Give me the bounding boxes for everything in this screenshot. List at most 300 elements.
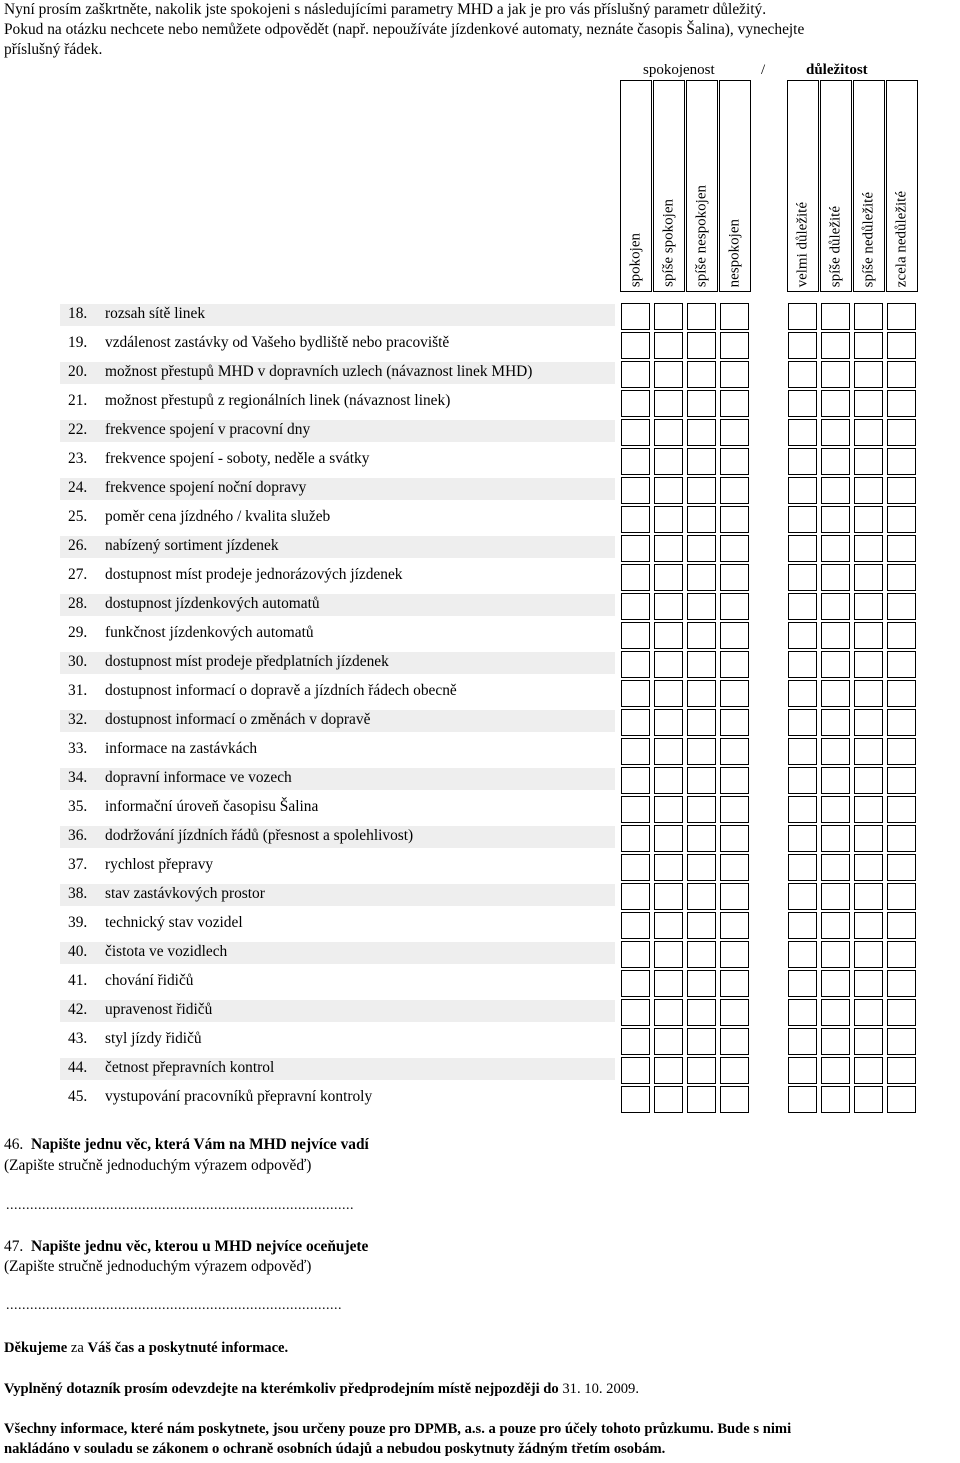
rating-checkbox[interactable]: [788, 564, 817, 591]
rating-checkbox[interactable]: [788, 1086, 817, 1113]
rating-checkbox[interactable]: [854, 448, 883, 475]
rating-checkbox[interactable]: [720, 303, 749, 330]
rating-checkbox[interactable]: [621, 448, 650, 475]
question-row: [60, 478, 615, 500]
rating-checkbox[interactable]: [821, 332, 850, 359]
rating-checkbox[interactable]: [654, 593, 683, 620]
rating-checkbox[interactable]: [621, 419, 650, 446]
question-row: [60, 681, 615, 703]
rating-checkbox[interactable]: [821, 941, 850, 968]
rating-checkbox[interactable]: [887, 941, 916, 968]
rating-checkbox[interactable]: [720, 767, 749, 794]
rating-checkbox[interactable]: [821, 419, 850, 446]
rating-checkbox[interactable]: [687, 506, 716, 533]
rating-checkbox[interactable]: [720, 912, 749, 939]
rating-checkbox[interactable]: [654, 303, 683, 330]
rating-checkbox[interactable]: [821, 680, 850, 707]
question-text: Napište jednu věc, kterou u MHD nejvíce oceňujete: [30, 1238, 369, 1255]
rating-checkbox[interactable]: [854, 970, 883, 997]
rating-checkbox[interactable]: [821, 796, 850, 823]
row-label: technický stav vozidel: [105, 914, 243, 931]
row-number: 28.: [68, 595, 88, 612]
rating-checkbox[interactable]: [854, 506, 883, 533]
rating-checkbox[interactable]: [654, 651, 683, 678]
rating-checkbox[interactable]: [687, 477, 716, 504]
question-row: [60, 304, 615, 326]
row-number: 19.: [68, 334, 88, 351]
rating-checkbox[interactable]: [821, 506, 850, 533]
rating-checkbox[interactable]: [788, 1028, 817, 1055]
row-number: 43.: [68, 1030, 88, 1047]
rating-checkbox[interactable]: [720, 1057, 749, 1084]
rating-checkbox[interactable]: [788, 738, 817, 765]
rating-checkbox[interactable]: [788, 535, 817, 562]
rating-checkbox[interactable]: [720, 419, 749, 446]
rating-checkbox[interactable]: [654, 506, 683, 533]
rating-checkbox[interactable]: [687, 651, 716, 678]
question-row: [60, 971, 615, 993]
rating-checkbox[interactable]: [887, 825, 916, 852]
rating-checkbox[interactable]: [621, 854, 650, 881]
answer-46-field[interactable]: .......................................................................................: [6, 1198, 354, 1213]
rating-checkbox[interactable]: [687, 883, 716, 910]
rating-checkbox[interactable]: [720, 448, 749, 475]
question-row: [60, 362, 615, 384]
privacy-line-1: Všechny informace, které nám poskytnete, jsou určeny pouze pro DPMB, a.s. a pouze pro účely tohoto průzkumu. Bude s nimi: [4, 1421, 792, 1437]
rating-checkbox[interactable]: [854, 796, 883, 823]
intro-line: Pokud na otázku nechcete nebo nemůžete odpovědět (např. nepoužíváte jízdenkové automaty, neznáte časopis Šalina), vynechejte: [4, 21, 805, 38]
rating-checkbox[interactable]: [621, 535, 650, 562]
rating-checkbox[interactable]: [621, 941, 650, 968]
column-header-label: zcela nedůležité: [893, 190, 910, 287]
rating-checkbox[interactable]: [654, 854, 683, 881]
row-label: dostupnost informací o dopravě a jízdních řádech obecně: [105, 682, 457, 699]
rating-checkbox[interactable]: [654, 332, 683, 359]
rating-checkbox[interactable]: [687, 854, 716, 881]
rating-checkbox[interactable]: [621, 796, 650, 823]
rating-checkbox[interactable]: [887, 564, 916, 591]
rating-checkbox[interactable]: [788, 332, 817, 359]
rating-checkbox[interactable]: [687, 390, 716, 417]
rating-checkbox[interactable]: [654, 680, 683, 707]
rating-checkbox[interactable]: [854, 390, 883, 417]
rating-checkbox[interactable]: [654, 883, 683, 910]
rating-checkbox[interactable]: [654, 941, 683, 968]
rating-checkbox[interactable]: [621, 622, 650, 649]
rating-checkbox[interactable]: [788, 622, 817, 649]
column-header-label: spíše nedůležité: [860, 191, 877, 287]
rating-checkbox[interactable]: [720, 535, 749, 562]
rating-checkbox[interactable]: [687, 332, 716, 359]
rating-checkbox[interactable]: [687, 1057, 716, 1084]
rating-checkbox[interactable]: [720, 738, 749, 765]
rating-checkbox[interactable]: [687, 593, 716, 620]
rating-checkbox[interactable]: [654, 448, 683, 475]
question-row: [60, 1029, 615, 1051]
rating-checkbox[interactable]: [854, 767, 883, 794]
rating-checkbox[interactable]: [654, 738, 683, 765]
rating-checkbox[interactable]: [854, 477, 883, 504]
thanks-word: Děkujeme: [4, 1340, 68, 1356]
rating-checkbox[interactable]: [887, 303, 916, 330]
rating-checkbox[interactable]: [654, 912, 683, 939]
rating-checkbox[interactable]: [621, 883, 650, 910]
rating-checkbox[interactable]: [821, 564, 850, 591]
rating-checkbox[interactable]: [720, 361, 749, 388]
rating-checkbox[interactable]: [720, 564, 749, 591]
row-number: 29.: [68, 624, 88, 641]
rating-checkbox[interactable]: [887, 999, 916, 1026]
rating-checkbox[interactable]: [720, 854, 749, 881]
rating-checkbox[interactable]: [788, 303, 817, 330]
row-number: 27.: [68, 566, 88, 583]
rating-checkbox[interactable]: [887, 738, 916, 765]
rating-checkbox[interactable]: [821, 1057, 850, 1084]
rating-checkbox[interactable]: [854, 361, 883, 388]
rating-checkbox[interactable]: [788, 593, 817, 620]
rating-checkbox[interactable]: [887, 883, 916, 910]
rating-checkbox[interactable]: [788, 1057, 817, 1084]
rating-checkbox[interactable]: [621, 390, 650, 417]
rating-checkbox[interactable]: [687, 1086, 716, 1113]
row-label: upravenost řidičů: [105, 1001, 213, 1018]
satisfaction-heading: spokojenost: [643, 62, 715, 78]
rating-checkbox[interactable]: [788, 941, 817, 968]
row-label: dopravní informace ve vozech: [105, 769, 292, 786]
answer-47-field[interactable]: ....................................................................................: [6, 1298, 342, 1313]
rating-checkbox[interactable]: [654, 1028, 683, 1055]
rating-checkbox[interactable]: [854, 825, 883, 852]
rating-checkbox[interactable]: [687, 419, 716, 446]
question-row: [60, 565, 615, 587]
rating-checkbox[interactable]: [687, 709, 716, 736]
rating-checkbox[interactable]: [854, 622, 883, 649]
rating-checkbox[interactable]: [621, 970, 650, 997]
rating-checkbox[interactable]: [654, 709, 683, 736]
rating-checkbox[interactable]: [821, 767, 850, 794]
rating-checkbox[interactable]: [854, 854, 883, 881]
rating-checkbox[interactable]: [854, 303, 883, 330]
rating-checkbox[interactable]: [621, 361, 650, 388]
rating-checkbox[interactable]: [687, 1028, 716, 1055]
rating-checkbox[interactable]: [788, 651, 817, 678]
privacy-line-2: nakládáno v souladu se zákonem o ochraně osobních údajů a nebudou poskytnuty žádným třetím osobám.: [4, 1441, 666, 1457]
question-row: [60, 536, 615, 558]
row-number: 22.: [68, 421, 88, 438]
rating-checkbox[interactable]: [887, 390, 916, 417]
rating-checkbox[interactable]: [887, 506, 916, 533]
rating-checkbox[interactable]: [687, 767, 716, 794]
rating-checkbox[interactable]: [720, 1086, 749, 1113]
rating-checkbox[interactable]: [788, 361, 817, 388]
rating-checkbox[interactable]: [788, 854, 817, 881]
rating-checkbox[interactable]: [821, 622, 850, 649]
rating-checkbox[interactable]: [854, 883, 883, 910]
rating-checkbox[interactable]: [854, 1057, 883, 1084]
rating-checkbox[interactable]: [887, 622, 916, 649]
rating-checkbox[interactable]: [621, 564, 650, 591]
thanks-text: [4, 1340, 288, 1357]
rating-checkbox[interactable]: [687, 796, 716, 823]
rating-checkbox[interactable]: [720, 651, 749, 678]
question-row: [60, 855, 615, 877]
rating-checkbox[interactable]: [720, 390, 749, 417]
rating-checkbox[interactable]: [887, 419, 916, 446]
rating-checkbox[interactable]: [821, 709, 850, 736]
row-label: dostupnost informací o změnách v dopravě: [105, 711, 371, 728]
row-label: dostupnost jízdenkových automatů: [105, 595, 320, 612]
rating-checkbox[interactable]: [720, 883, 749, 910]
rating-checkbox[interactable]: [887, 1028, 916, 1055]
row-label: rozsah sítě linek: [105, 305, 206, 322]
rating-checkbox[interactable]: [621, 709, 650, 736]
rating-checkbox[interactable]: [887, 680, 916, 707]
column-header-label: nespokojen: [726, 218, 743, 287]
rating-checkbox[interactable]: [687, 535, 716, 562]
rating-checkbox[interactable]: [788, 419, 817, 446]
rating-checkbox[interactable]: [687, 825, 716, 852]
importance-heading: důležitost: [806, 62, 868, 78]
rating-checkbox[interactable]: [687, 999, 716, 1026]
question-row: [60, 652, 615, 674]
rating-checkbox[interactable]: [720, 680, 749, 707]
rating-checkbox[interactable]: [887, 651, 916, 678]
rating-checkbox[interactable]: [687, 361, 716, 388]
row-number: 42.: [68, 1001, 88, 1018]
rating-checkbox[interactable]: [821, 390, 850, 417]
rating-checkbox[interactable]: [621, 999, 650, 1026]
rating-checkbox[interactable]: [821, 999, 850, 1026]
rating-checkbox[interactable]: [720, 332, 749, 359]
rating-checkbox[interactable]: [720, 506, 749, 533]
rating-checkbox[interactable]: [821, 361, 850, 388]
rating-checkbox[interactable]: [654, 477, 683, 504]
rating-checkbox[interactable]: [887, 361, 916, 388]
rating-checkbox[interactable]: [854, 332, 883, 359]
question-row: [60, 1087, 615, 1109]
rating-checkbox[interactable]: [720, 999, 749, 1026]
rating-checkbox[interactable]: [821, 738, 850, 765]
rating-checkbox[interactable]: [621, 912, 650, 939]
rating-checkbox[interactable]: [788, 883, 817, 910]
row-number: 20.: [68, 363, 88, 380]
rating-checkbox[interactable]: [687, 738, 716, 765]
rating-checkbox[interactable]: [687, 564, 716, 591]
rating-checkbox[interactable]: [654, 796, 683, 823]
rating-checkbox[interactable]: [687, 448, 716, 475]
rating-checkbox[interactable]: [621, 303, 650, 330]
rating-checkbox[interactable]: [887, 535, 916, 562]
row-number: 18.: [68, 305, 88, 322]
rating-checkbox[interactable]: [854, 1028, 883, 1055]
rating-checkbox[interactable]: [720, 477, 749, 504]
rating-checkbox[interactable]: [720, 941, 749, 968]
row-number: 32.: [68, 711, 88, 728]
rating-checkbox[interactable]: [854, 709, 883, 736]
rating-checkbox[interactable]: [621, 593, 650, 620]
rating-checkbox[interactable]: [854, 738, 883, 765]
rating-checkbox[interactable]: [887, 1057, 916, 1084]
rating-checkbox[interactable]: [788, 999, 817, 1026]
rating-checkbox[interactable]: [854, 535, 883, 562]
rating-checkbox[interactable]: [788, 912, 817, 939]
rating-checkbox[interactable]: [821, 1086, 850, 1113]
rating-checkbox[interactable]: [720, 825, 749, 852]
column-header-label: spíše spokojen: [660, 199, 677, 287]
row-number: 35.: [68, 798, 88, 815]
rating-checkbox[interactable]: [854, 419, 883, 446]
rating-checkbox[interactable]: [887, 912, 916, 939]
rating-checkbox[interactable]: [788, 680, 817, 707]
rating-checkbox[interactable]: [821, 825, 850, 852]
rating-checkbox[interactable]: [687, 941, 716, 968]
rating-checkbox[interactable]: [720, 1028, 749, 1055]
question-row: [60, 797, 615, 819]
rating-checkbox[interactable]: [821, 883, 850, 910]
rating-checkbox[interactable]: [788, 767, 817, 794]
rating-checkbox[interactable]: [788, 796, 817, 823]
rating-checkbox[interactable]: [887, 332, 916, 359]
column-header: [686, 80, 718, 292]
rating-checkbox[interactable]: [821, 854, 850, 881]
row-number: 41.: [68, 972, 88, 989]
rating-checkbox[interactable]: [654, 825, 683, 852]
rating-checkbox[interactable]: [654, 999, 683, 1026]
rating-checkbox[interactable]: [854, 999, 883, 1026]
rating-checkbox[interactable]: [720, 970, 749, 997]
column-header: [820, 80, 852, 292]
rating-checkbox[interactable]: [720, 593, 749, 620]
rating-checkbox[interactable]: [788, 825, 817, 852]
rating-checkbox[interactable]: [788, 970, 817, 997]
rating-checkbox[interactable]: [821, 1028, 850, 1055]
rating-checkbox[interactable]: [788, 709, 817, 736]
question-row: [60, 942, 615, 964]
row-label: možnost přestupů MHD v dopravních uzlech (návaznost linek MHD): [105, 363, 533, 380]
row-label: nabízený sortiment jízdenek: [105, 537, 279, 554]
rating-checkbox[interactable]: [654, 361, 683, 388]
rating-checkbox[interactable]: [887, 477, 916, 504]
row-label: frekvence spojení v pracovní dny: [105, 421, 311, 438]
rating-checkbox[interactable]: [887, 767, 916, 794]
row-number: 33.: [68, 740, 88, 757]
rating-checkbox[interactable]: [788, 448, 817, 475]
heading-separator: /: [761, 62, 766, 78]
rating-checkbox[interactable]: [821, 535, 850, 562]
row-number: 37.: [68, 856, 88, 873]
rating-checkbox[interactable]: [854, 680, 883, 707]
rating-checkbox[interactable]: [654, 535, 683, 562]
rating-checkbox[interactable]: [654, 1086, 683, 1113]
rating-checkbox[interactable]: [687, 622, 716, 649]
rating-checkbox[interactable]: [621, 825, 650, 852]
rating-checkbox[interactable]: [854, 593, 883, 620]
row-number: 44.: [68, 1059, 88, 1076]
rating-checkbox[interactable]: [621, 1057, 650, 1084]
rating-checkbox[interactable]: [887, 970, 916, 997]
rating-checkbox[interactable]: [854, 912, 883, 939]
question-row: [60, 507, 615, 529]
rating-checkbox[interactable]: [687, 970, 716, 997]
rating-checkbox[interactable]: [788, 390, 817, 417]
question-row: [60, 333, 615, 355]
row-number: 30.: [68, 653, 88, 670]
row-label: styl jízdy řidičů: [105, 1030, 202, 1047]
row-number: 38.: [68, 885, 88, 902]
rating-checkbox[interactable]: [854, 651, 883, 678]
rating-checkbox[interactable]: [687, 912, 716, 939]
rating-checkbox[interactable]: [654, 970, 683, 997]
question-row: [60, 768, 615, 790]
rating-checkbox[interactable]: [621, 738, 650, 765]
rating-checkbox[interactable]: [654, 564, 683, 591]
question-row: [60, 623, 615, 645]
rating-checkbox[interactable]: [854, 941, 883, 968]
row-label: informační úroveň časopisu Šalina: [105, 798, 319, 815]
rating-checkbox[interactable]: [821, 970, 850, 997]
question-47-hint: (Zapište stručně jednoduchým výrazem odpověď): [4, 1258, 312, 1275]
rating-checkbox[interactable]: [621, 477, 650, 504]
rating-checkbox[interactable]: [887, 1086, 916, 1113]
column-header: [620, 80, 652, 292]
rating-checkbox[interactable]: [788, 506, 817, 533]
rating-checkbox[interactable]: [788, 477, 817, 504]
column-header: [787, 80, 819, 292]
row-label: možnost přestupů z regionálních linek (návaznost linek): [105, 392, 451, 409]
question-row: [60, 826, 615, 848]
rating-checkbox[interactable]: [654, 390, 683, 417]
rating-checkbox[interactable]: [621, 1086, 650, 1113]
rating-checkbox[interactable]: [654, 419, 683, 446]
row-number: 25.: [68, 508, 88, 525]
rating-checkbox[interactable]: [887, 448, 916, 475]
rating-checkbox[interactable]: [887, 854, 916, 881]
question-row: [60, 739, 615, 761]
rating-checkbox[interactable]: [821, 593, 850, 620]
row-number: 21.: [68, 392, 88, 409]
rating-checkbox[interactable]: [854, 564, 883, 591]
rating-checkbox[interactable]: [887, 593, 916, 620]
rating-checkbox[interactable]: [654, 622, 683, 649]
rating-checkbox[interactable]: [687, 680, 716, 707]
rating-checkbox[interactable]: [654, 767, 683, 794]
rating-checkbox[interactable]: [621, 767, 650, 794]
rating-checkbox[interactable]: [887, 709, 916, 736]
rating-checkbox[interactable]: [821, 651, 850, 678]
rating-checkbox[interactable]: [621, 332, 650, 359]
question-row: [60, 913, 615, 935]
rating-checkbox[interactable]: [720, 709, 749, 736]
rating-checkbox[interactable]: [654, 1057, 683, 1084]
rating-checkbox[interactable]: [821, 912, 850, 939]
rating-checkbox[interactable]: [621, 1028, 650, 1055]
rating-checkbox[interactable]: [887, 796, 916, 823]
rating-checkbox[interactable]: [821, 477, 850, 504]
question-row: [60, 391, 615, 413]
rating-checkbox[interactable]: [621, 651, 650, 678]
rating-checkbox[interactable]: [821, 448, 850, 475]
rating-checkbox[interactable]: [854, 1086, 883, 1113]
rating-checkbox[interactable]: [621, 506, 650, 533]
rating-checkbox[interactable]: [621, 680, 650, 707]
question-46-hint: (Zapište stručně jednoduchým výrazem odpověď): [4, 1157, 312, 1174]
column-header-label: spíše důležité: [827, 205, 844, 287]
column-header: [719, 80, 751, 292]
rating-checkbox[interactable]: [720, 796, 749, 823]
rating-checkbox[interactable]: [687, 303, 716, 330]
rating-checkbox[interactable]: [720, 622, 749, 649]
rating-checkbox[interactable]: [821, 303, 850, 330]
